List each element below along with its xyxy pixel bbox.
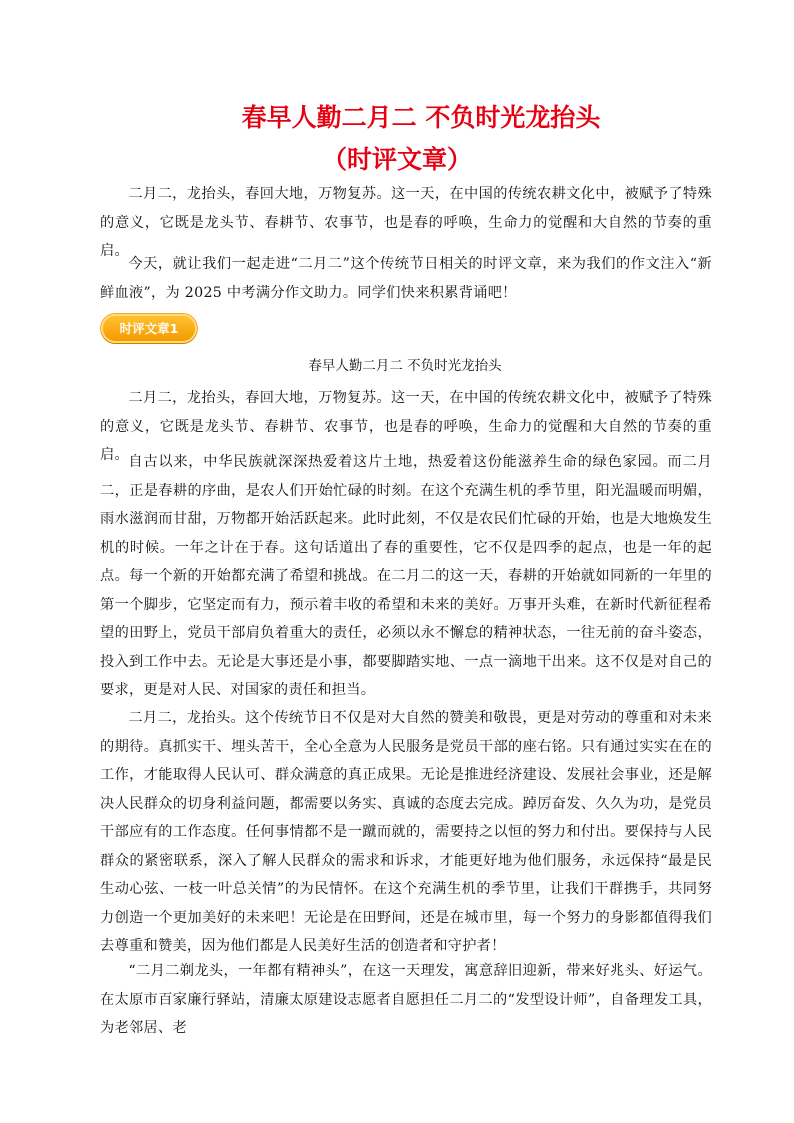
article-paragraph: “二月二剃龙头，一年都有精神头”，在这一天理发，寓意辞旧迎新，带来好兆头、好运气。在太原市百家廉行驿站，清廉太原建设志愿者自愿担任二月二的“发型设计师”，自备理发工具，为老邻居、老 (100, 963, 712, 1036)
document-title: 春早人勤二月二 不负时光龙抬头 (241, 103, 601, 132)
article-paragraph: 自古以来，中华民族就深深热爱着这片土地，热爱着这份能滋养生命的绿色家园。而二月二，正是春耕的序曲，是农人们开始忙碌的时刻。在这个充满生机的季节里，阳光温暖而明媚，雨水滋润而甘甜，万物都开始活跃起来。此时此刻，不仅是农民们忙碌的开始，也是大地焕发生机的时候。一年之计在于春。这句话道出了春的重要性，它不仅是四季的起点，也是一年的起点。每一个新的开始都充满了希望和挑战。在二月二的这一天，春耕的开始就如同新的一年里的第一个脚步，它坚定而有力，预示着丰收的希望和未来的美好。万事开头难，在新时代新征程希望的田野上，党员干部肩负着重大的责任，必须以永不懈怠的精神状态，一往无前的奋斗姿态，投入到工作中去。无论是大事还是小事，都要脚踏实地、一点一滴地干出来。这不仅是对自己的要求，更是对人民、对国家的责任和担当。 (100, 454, 712, 698)
document-subtitle: （时评文章） (321, 145, 472, 174)
section-badge: 时评文章1 (101, 314, 197, 343)
intro-paragraph: 二月二，龙抬头，春回大地，万物复苏。这一天，在中国的传统农耕文化中，被赋予了特殊的意义，它既是龙头节、春耕节、农事节，也是春的呼唤，生命力的觉醒和大自然的节奏的重启。 (100, 186, 712, 259)
article-title: 春早人勤二月二 不负时光龙抬头 (308, 358, 502, 374)
article-paragraph: 二月二，龙抬头，春回大地，万物复苏。这一天，在中国的传统农耕文化中，被赋予了特殊的意义，它既是龙头节、春耕节、农事节，也是春的呼唤，生命力的觉醒和大自然的节奏的重启。 (100, 390, 712, 463)
intro-paragraph: 今天，就让我们一起走进“二月二”这个传统节日相关的时评文章，来为我们的作文注入“新鲜血液”，为 2025 中考满分作文助力。同学们快来积累背诵吧！ (100, 256, 712, 301)
article-paragraph: 二月二，龙抬头。这个传统节日不仅是对大自然的赞美和敬畏，更是对劳动的尊重和对未来的期待。真抓实干、埋头苦干，全心全意为人民服务是党员干部的座右铭。只有通过实实在在的工作，才能取得人民认可、群众满意的真正成果。无论是推进经济建设、发展社会事业，还是解决人民群众的切身利益问题，都需要以务实、真诚的态度去完成。踔厉奋发、久久为功，是党员干部应有的工作态度。任何事情都不是一蹴而就的，需要持之以恒的努力和付出。要保持与人民群众的紧密联系，深入了解人民群众的需求和诉求，才能更好地为他们服务，永远保持“最是民生动心弦、一枝一叶总关情”的为民情怀。在这个充满生机的季节里，让我们干群携手，共同努力创造一个更加美好的未来吧！无论是在田野间，还是在城市里，每一个努力的身影都值得我们去尊重和赞美，因为他们都是人民美好生活的创造者和守护者！ (100, 710, 712, 954)
